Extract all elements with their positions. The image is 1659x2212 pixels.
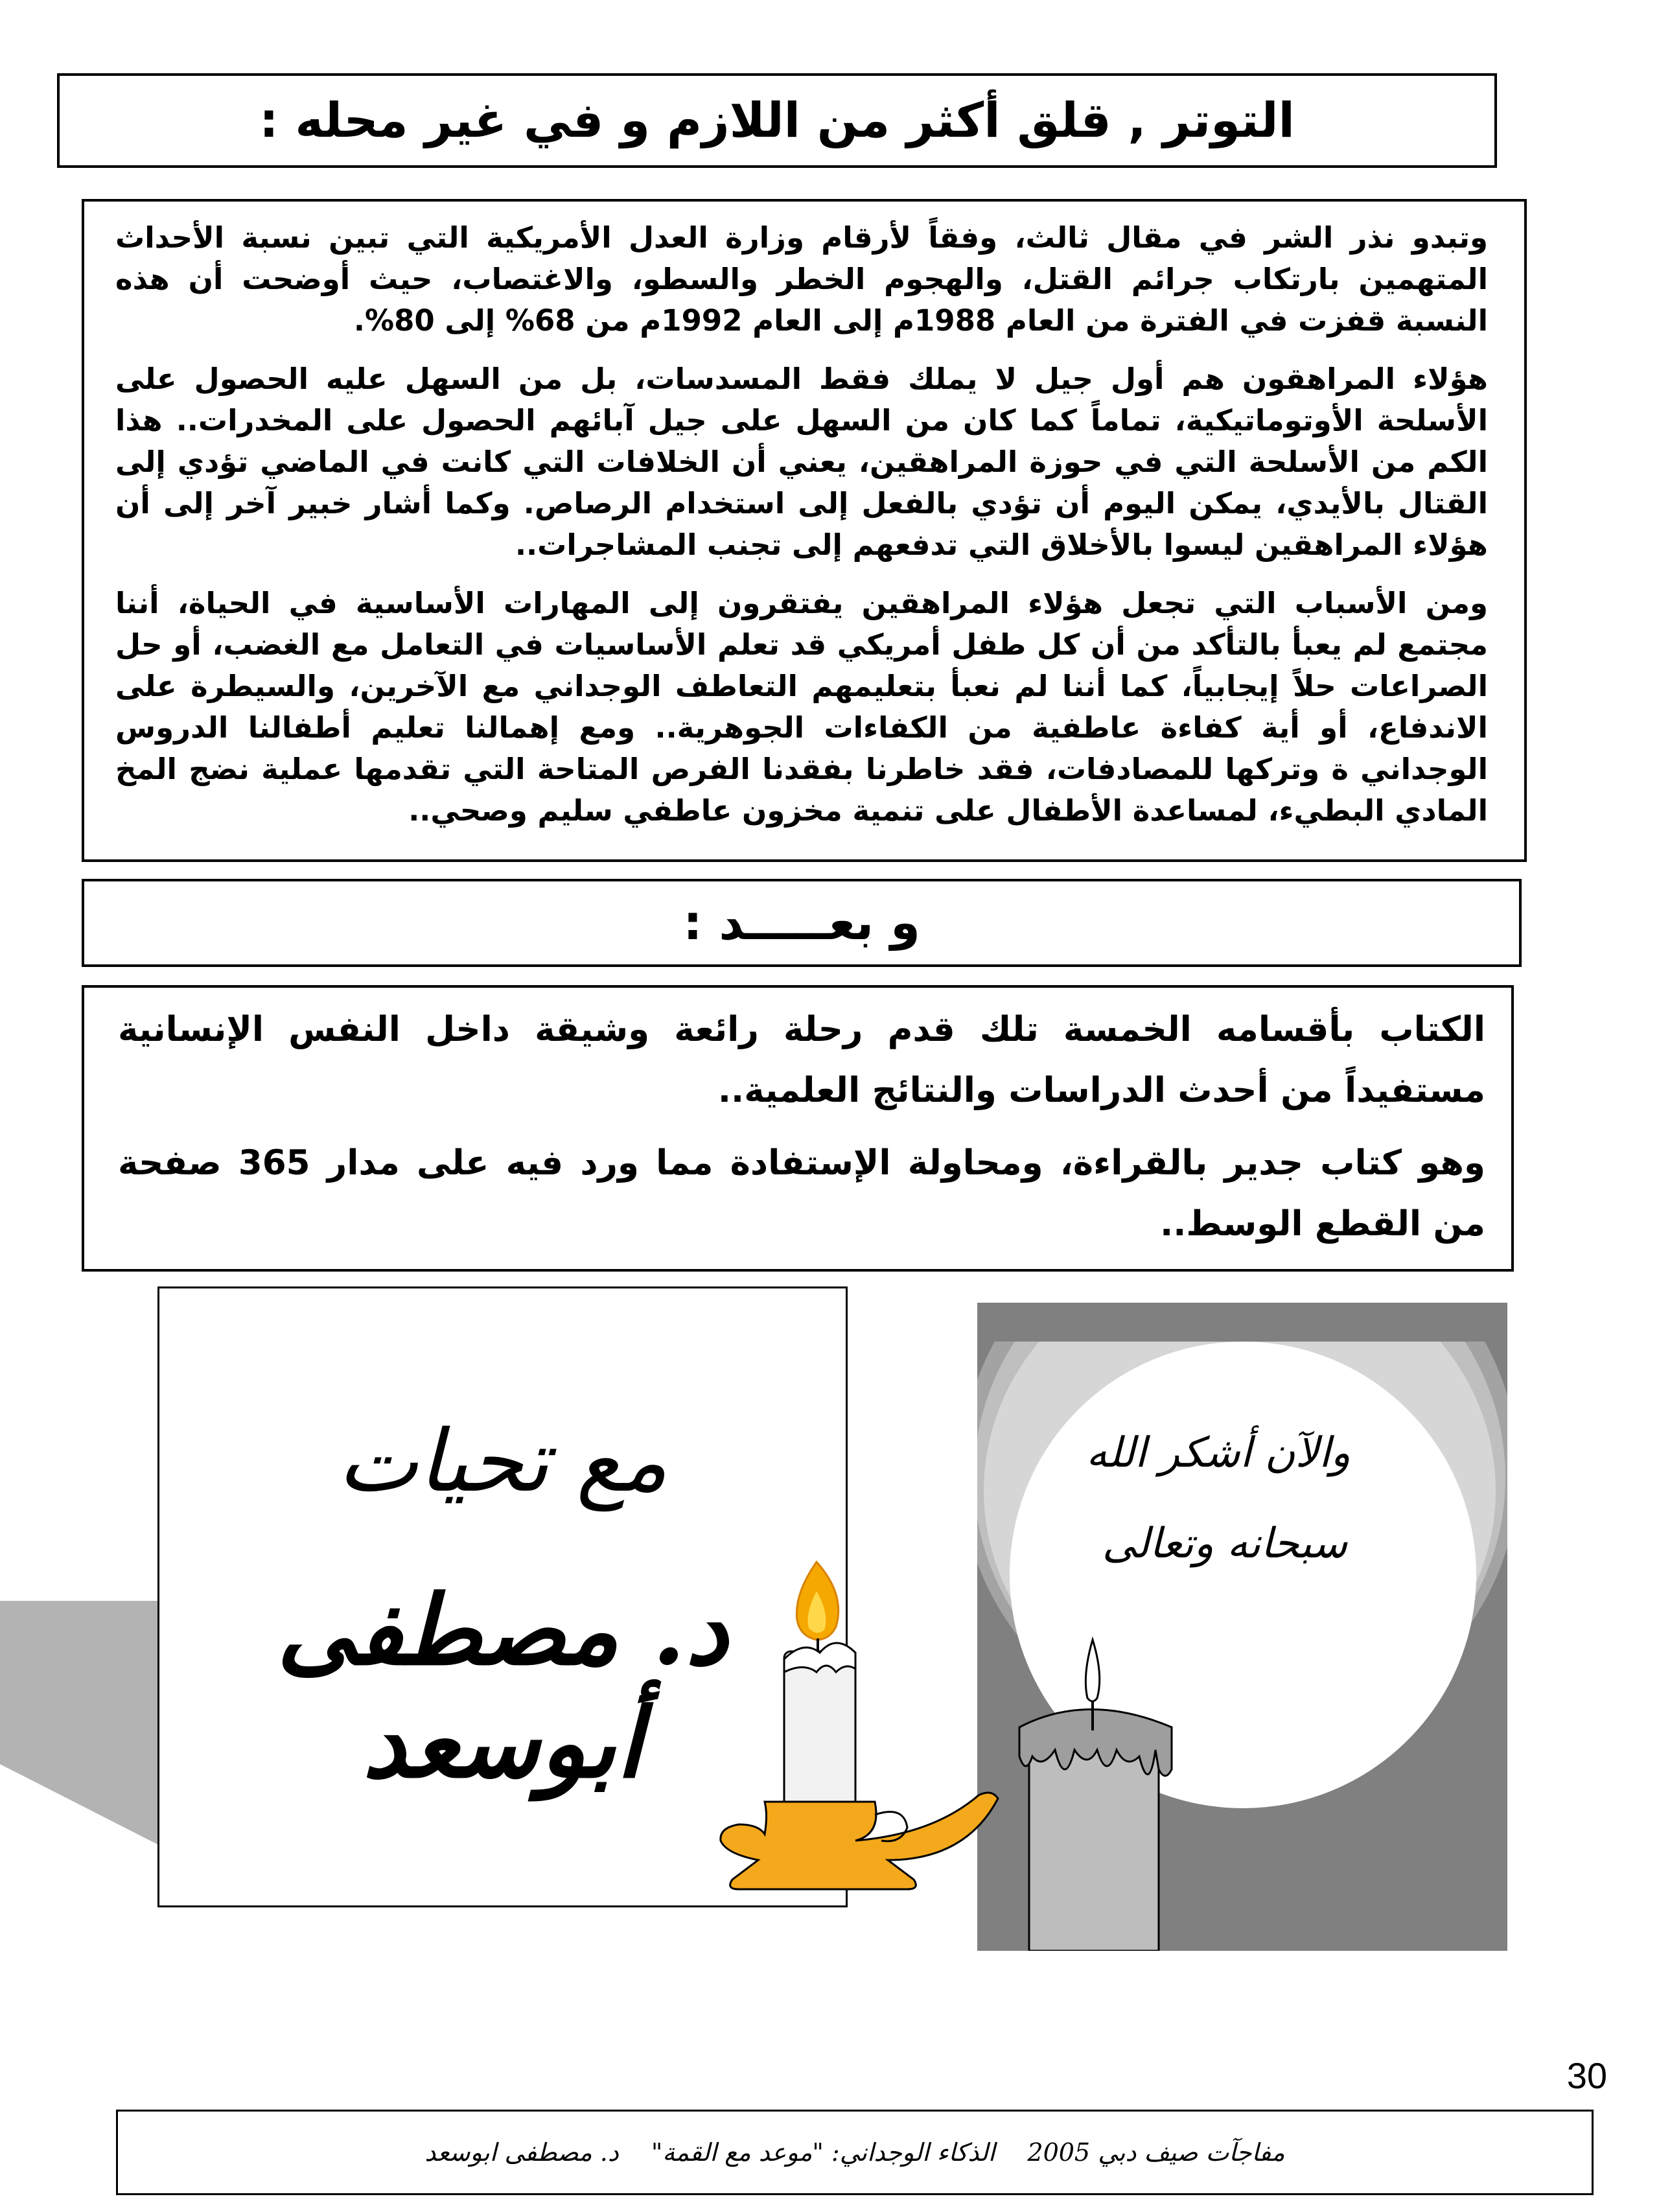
conclusion-body [118, 999, 1485, 1255]
section-title: التوتر , قلق أكثر من اللازم و في غير محله : [259, 93, 1295, 148]
conclusion-title: و بعـــــد : [683, 895, 920, 951]
paragraph: الكتاب بأقسامه الخمسة تلك قدم رحلة رائعة وشيقة داخل النفس الإنسانية مستفيداً من أحدث الدراسات والنتائج العلمية.. [118, 1010, 1485, 1110]
candle-illustration [977, 1303, 1507, 1951]
section-title-box [57, 73, 1497, 168]
lamp-candle [784, 1651, 855, 1807]
paragraph: وتبدو نذر الشر في مقال ثالث، وفقاً لأرقام وزارة العدل الأمريكية التي تبين نسبة الأحداث المتهمين بارتكاب جرائم القتل، والهجوم الخطر والسطو، والاغتصاب، حيث أوضحت أن هذه النسبة قفزت في الفترة من العام 1988م إلى العام 1992م من 68% إلى 80%. [115, 220, 1488, 338]
thanks-line-2: سبحانه وتعالى [1102, 1520, 1348, 1568]
thanks-line-1: والآن أشكر الله [1086, 1429, 1351, 1477]
paragraph: هؤلاء المراهقون هم أول جيل لا يملك فقط المسدسات، بل من السهل عليه الحصول على الأسلحة الأوتوماتيكية، تماماً كما كان من السهل على جيل آبائهم الحصول على المخدرات.. هذا الكم من الأسلحة التي في حوزة المراهقين، يعني أن الخلافات التي كانت في الماضي تؤدي إلى القتال بالأيدي، يمكن اليوم أن تؤدي بالفعل إلى استخدام الرصاص. وكما أشار خبير آخر إلى أن هؤلاء المراهقين ليسوا بالأخلاق التي تدفعهم إلى تجنب المشاجرات.. [115, 362, 1488, 562]
paragraph: وهو كتاب جدير بالقراءة، ومحاولة الإستفادة مما ورد فيه على مدار 365 صفحة من القطع الوسط.. [118, 1143, 1485, 1244]
footer-book-title: الذكاء الوجداني: "موعد مع القمة" [651, 2138, 995, 2167]
panel-top [977, 1303, 1507, 1342]
article-body-box [82, 199, 1527, 862]
footer-event: مفاجآت صيف دبي 2005 [1027, 2138, 1285, 2167]
conclusion-body-box [82, 985, 1514, 1272]
candle-body [1029, 1730, 1159, 1951]
paragraph: ومن الأسباب التي تجعل هؤلاء المراهقين يفتقرون إلى المهارات الأساسية في الحياة، أننا مجتمع لم يعبأ بالتأكد من أن كل طفل أمريكي قد تعلم الأساسيات في التعامل مع الغضب، أو حل الصراعات حلاً إيجابياً، كما أننا لم نعبأ بتعليمهم التعاطف الوجداني مع الآخرين، والسيطرة على الاندفاع، أو أية كفاءة عاطفية من الكفاءات الجوهرية.. ومع إهمالنا تعليم أطفالنا الدروس الوجداني ة وتركها للمصادفات، فقد خاطرنا بفقدنا الفرص المتاحة التي تقدمها عملية نضج المخ المادي البطيء، لمساعدة الأطفال على تنمية مخزون عاطفي سليم وصحي.. [115, 586, 1488, 828]
article-body [115, 217, 1488, 832]
oil-lamp-icon [719, 1555, 1004, 1892]
page-number: 30 [1566, 2055, 1607, 2096]
footer-author: د. مصطفى ابوسعد [424, 2138, 619, 2167]
greeting-line-1: مع تحيات [337, 1412, 668, 1511]
footer-text [118, 2112, 1592, 2193]
footer-box [116, 2110, 1594, 2195]
lamp-base [721, 1793, 998, 1889]
greeting-line-2: د. مصطفى أبوسعد [277, 1574, 728, 1799]
conclusion-title-box [82, 879, 1522, 967]
